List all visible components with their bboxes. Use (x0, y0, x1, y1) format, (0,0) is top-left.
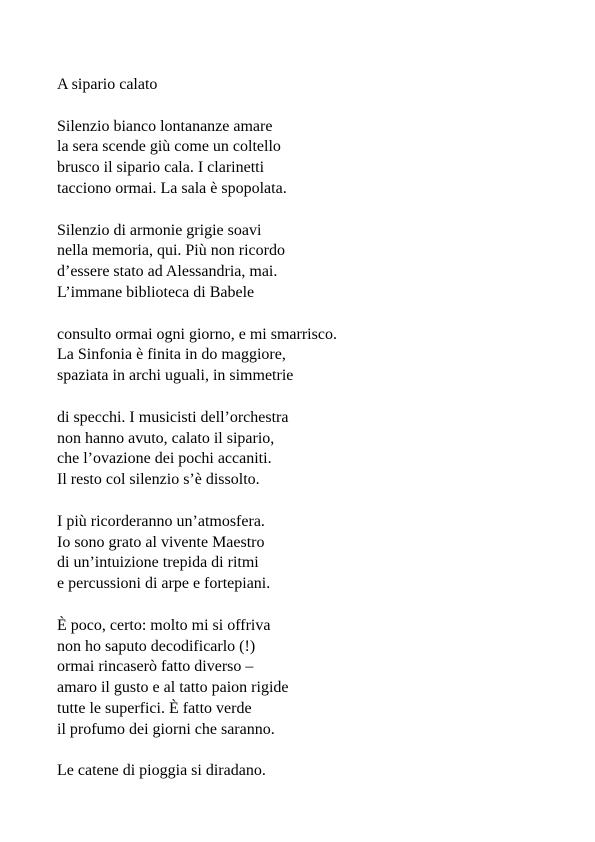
poem-line: ormai rincaserò fatto diverso – (57, 658, 254, 676)
poem-line: Il resto col silenzio s’è dissolto. (57, 471, 260, 489)
poem-line: spaziata in archi uguali, in simmetrie (57, 367, 294, 385)
poem-line: Io sono grato al vivente Maestro (57, 533, 265, 551)
poem-line: amaro il gusto e al tatto paion rigide (57, 679, 289, 697)
stanza-3 (57, 325, 557, 387)
stanza-1 (57, 117, 557, 200)
stanza-6 (57, 616, 557, 741)
poem-line: brusco il sipario cala. I clarinetti (57, 159, 265, 177)
poem-line: di un’intuizione trepida di ritmi (57, 554, 259, 572)
stanza-2 (57, 221, 557, 304)
stanza-7 (57, 761, 557, 782)
poem-line: Le catene di pioggia si diradano. (57, 762, 266, 780)
stanza-4 (57, 408, 557, 491)
poem-line: Silenzio bianco lontananze amare (57, 117, 273, 135)
poem-line: d’essere stato ad Alessandria, mai. (57, 263, 278, 281)
poem-title: A sipario calato (57, 76, 158, 93)
poem-line: Silenzio di armonie grigie soavi (57, 221, 262, 239)
poem-line: tutte le superfici. È fatto verde (57, 699, 252, 717)
poem-line: L’immane biblioteca di Babele (57, 283, 255, 301)
poem-line: il profumo dei giorni che saranno. (57, 720, 275, 738)
poem-line: consulto ormai ogni giorno, e mi smarrisco. (57, 325, 337, 343)
stanza-5 (57, 512, 557, 595)
poem-line: non hanno avuto, calato il sipario, (57, 429, 275, 447)
poem-line: di specchi. I musicisti dell’orchestra (57, 408, 289, 426)
poem-line: e percussioni di arpe e fortepiani. (57, 575, 271, 593)
poem (57, 75, 557, 803)
poem-line: I più ricorderanno un’atmosfera. (57, 512, 265, 530)
poem-line: La Sinfonia è finita in do maggiore, (57, 346, 286, 364)
poem-line: la sera scende giù come un coltello (57, 138, 281, 156)
poem-line: non ho saputo decodificarlo (!) (57, 637, 256, 655)
poem-line: È poco, certo: molto mi si offriva (57, 616, 271, 634)
poem-line: nella memoria, qui. Più non ricordo (57, 242, 285, 260)
poem-line: che l’ovazione dei pochi accaniti. (57, 450, 272, 468)
poem-line: tacciono ormai. La sala è spopolata. (57, 179, 287, 197)
